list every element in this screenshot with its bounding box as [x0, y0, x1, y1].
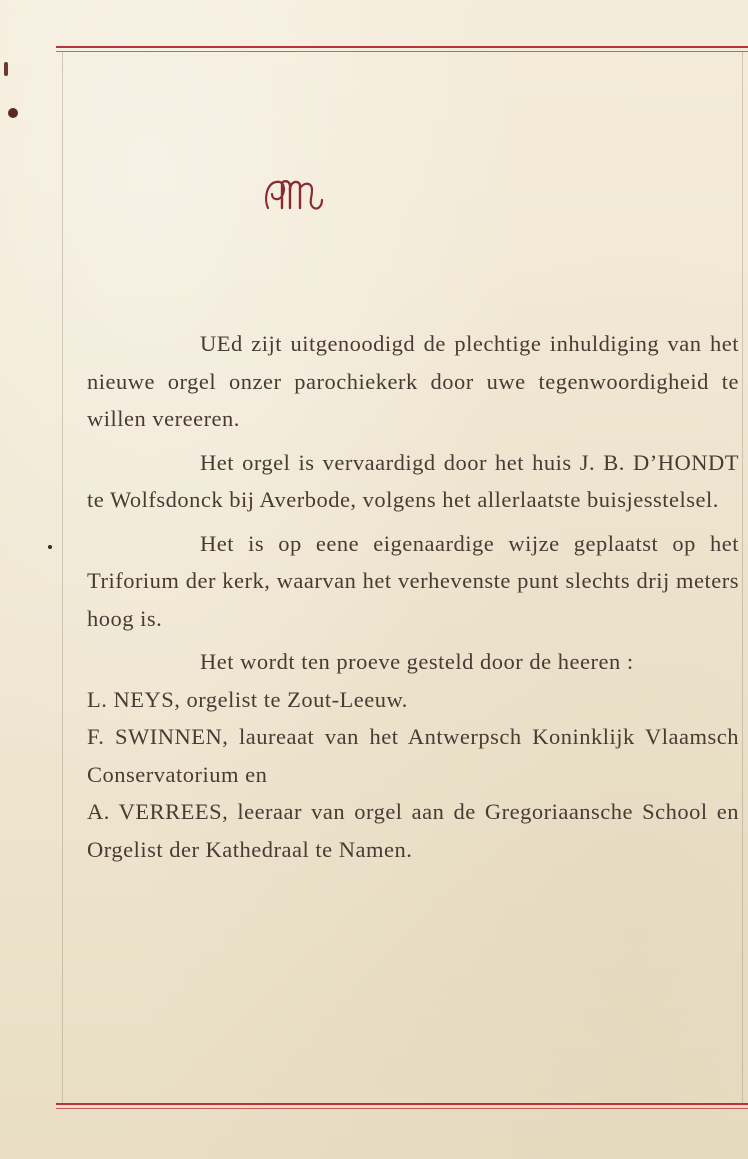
ink-stain — [48, 545, 52, 549]
bottom-border-rule — [56, 1103, 748, 1105]
invitation-paragraph: UEd zijt uitgenoodigd de plechtige inhuldiging van het nieuwe orgel onzer parochiekerk door uwe tegenwoordigheid te willen vereeren. — [87, 331, 739, 431]
right-border-line — [742, 52, 743, 1104]
tested-intro-paragraph: Het wordt ten proeve gesteld door de heeren : — [200, 649, 634, 674]
monogram-m-icon — [260, 170, 330, 220]
organist-entry: A. VERREES, leeraar van orgel aan de Gregoriaansche School en Orgelist der Kathedraal te Namen. — [87, 799, 739, 862]
ink-stain — [8, 108, 18, 118]
builder-paragraph: Het orgel is vervaardigd door het huis J. B. D’HONDT te Wolfsdonck bij Averbode, volgens het allerlaatste buisjesstelsel. — [87, 449, 739, 512]
organist-entry: L. NEYS, orgelist te Zout-Leeuw. — [87, 686, 408, 712]
top-border-rule-thin — [56, 51, 748, 52]
bottom-border-rule-thin — [56, 1108, 748, 1109]
top-border-rule — [56, 46, 748, 48]
ink-stain — [4, 62, 8, 76]
left-border-line — [62, 52, 63, 1104]
organist-entry: F. SWINNEN, laureaat van het Antwerpsch Koninklijk Vlaamsch Conservatorium en — [87, 724, 739, 787]
invitation-body — [87, 325, 739, 868]
placement-paragraph: Het is op eene eigenaardige wijze geplaatst op het Triforium der kerk, waarvan het verhevenste punt slechts drij meters hoog is. — [87, 530, 739, 631]
